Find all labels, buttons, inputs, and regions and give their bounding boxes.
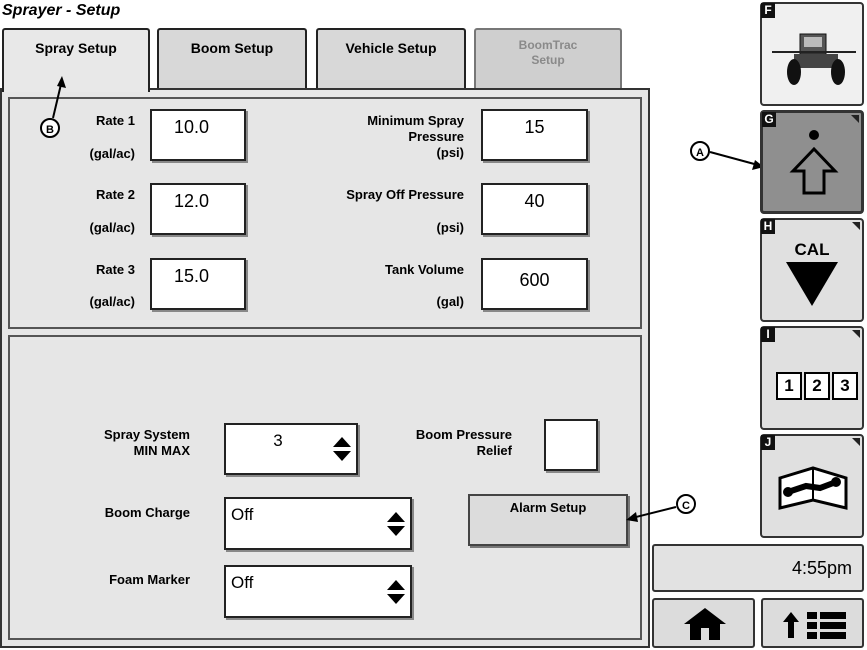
rate1-label: Rate 1 xyxy=(95,113,135,128)
softkey-letter: I xyxy=(761,327,775,342)
rate1-field[interactable]: 10.0 xyxy=(150,109,246,161)
window-title: Sprayer - Setup xyxy=(2,2,121,19)
min-pressure-label-line1: Minimum Spray xyxy=(367,113,464,128)
tab-label: Boom Setup xyxy=(190,40,274,56)
softkey-letter: H xyxy=(761,219,775,234)
softkey-i[interactable] xyxy=(760,326,864,430)
tank-volume-label: Tank Volume xyxy=(385,262,464,277)
sprayer-vehicle-icon xyxy=(770,22,858,88)
softkey-g[interactable] xyxy=(760,110,864,214)
callout-c: C xyxy=(676,494,696,514)
off-pressure-field[interactable]: 40 xyxy=(481,183,588,235)
corner-indicator xyxy=(852,222,860,230)
foam-marker-value: Off xyxy=(231,573,254,592)
digit-box: 1 xyxy=(776,372,802,400)
rate1-unit: (gal/ac) xyxy=(89,146,135,161)
rate2-unit: (gal/ac) xyxy=(89,220,135,235)
min-pressure-label-line2: Pressure xyxy=(408,129,464,144)
cal-label: CAL xyxy=(794,240,830,259)
tab-label-line2: Setup xyxy=(531,53,565,67)
softkey-letter: G xyxy=(762,112,776,127)
home-button[interactable] xyxy=(652,598,755,648)
digit-box: 3 xyxy=(832,372,858,400)
min-pressure-field[interactable]: 15 xyxy=(481,109,588,161)
foam-marker-label: Foam Marker xyxy=(109,572,190,587)
status-bar xyxy=(652,544,864,592)
tank-volume-unit: (gal) xyxy=(436,294,464,309)
alarm-setup-button[interactable]: Alarm Setup xyxy=(468,494,628,546)
home-icon xyxy=(682,606,728,642)
softkey-letter: F xyxy=(761,3,775,18)
tab-label: Spray Setup xyxy=(35,40,117,56)
service-manual-icon xyxy=(776,464,850,514)
rate3-field[interactable]: 15.0 xyxy=(150,258,246,310)
numeric-entry-icon xyxy=(776,372,858,400)
min-pressure-unit: (psi) xyxy=(436,145,464,160)
softkey-f[interactable] xyxy=(760,2,864,106)
boom-charge-value: Off xyxy=(231,505,254,524)
tank-volume-field[interactable]: 600 xyxy=(481,258,588,310)
softkey-j[interactable] xyxy=(760,434,864,538)
off-pressure-unit: (psi) xyxy=(436,220,464,235)
rate3-label: Rate 3 xyxy=(95,262,135,277)
calibrate-down-icon xyxy=(784,260,840,308)
boom-relief-label-line2: Relief xyxy=(476,443,512,458)
boom-charge-label: Boom Charge xyxy=(104,505,190,520)
callout-a: A xyxy=(690,141,710,161)
callout-b: B xyxy=(40,118,60,138)
shift-up-icon xyxy=(789,127,839,199)
digit-box: 2 xyxy=(804,372,830,400)
menu-icon xyxy=(781,608,849,642)
spray-system-label-line2: MIN MAX xyxy=(133,443,190,458)
clock-time: 4:55pm xyxy=(791,558,852,578)
rate2-label: Rate 2 xyxy=(95,187,135,202)
rate3-unit: (gal/ac) xyxy=(89,294,135,309)
menu-button[interactable] xyxy=(761,598,864,648)
softkey-h[interactable] xyxy=(760,218,864,322)
tab-label: Vehicle Setup xyxy=(345,40,437,56)
boom-relief-label-line1: Boom Pressure xyxy=(415,427,512,442)
corner-indicator xyxy=(852,330,860,338)
corner-indicator xyxy=(851,115,859,123)
rate2-field[interactable]: 12.0 xyxy=(150,183,246,235)
softkey-letter: J xyxy=(761,435,775,450)
tab-label-line1: BoomTrac xyxy=(518,38,578,52)
spray-system-value: 3 xyxy=(273,431,283,450)
off-pressure-label: Spray Off Pressure xyxy=(346,187,464,202)
corner-indicator xyxy=(852,438,860,446)
spray-system-label-line1: Spray System xyxy=(104,427,190,442)
